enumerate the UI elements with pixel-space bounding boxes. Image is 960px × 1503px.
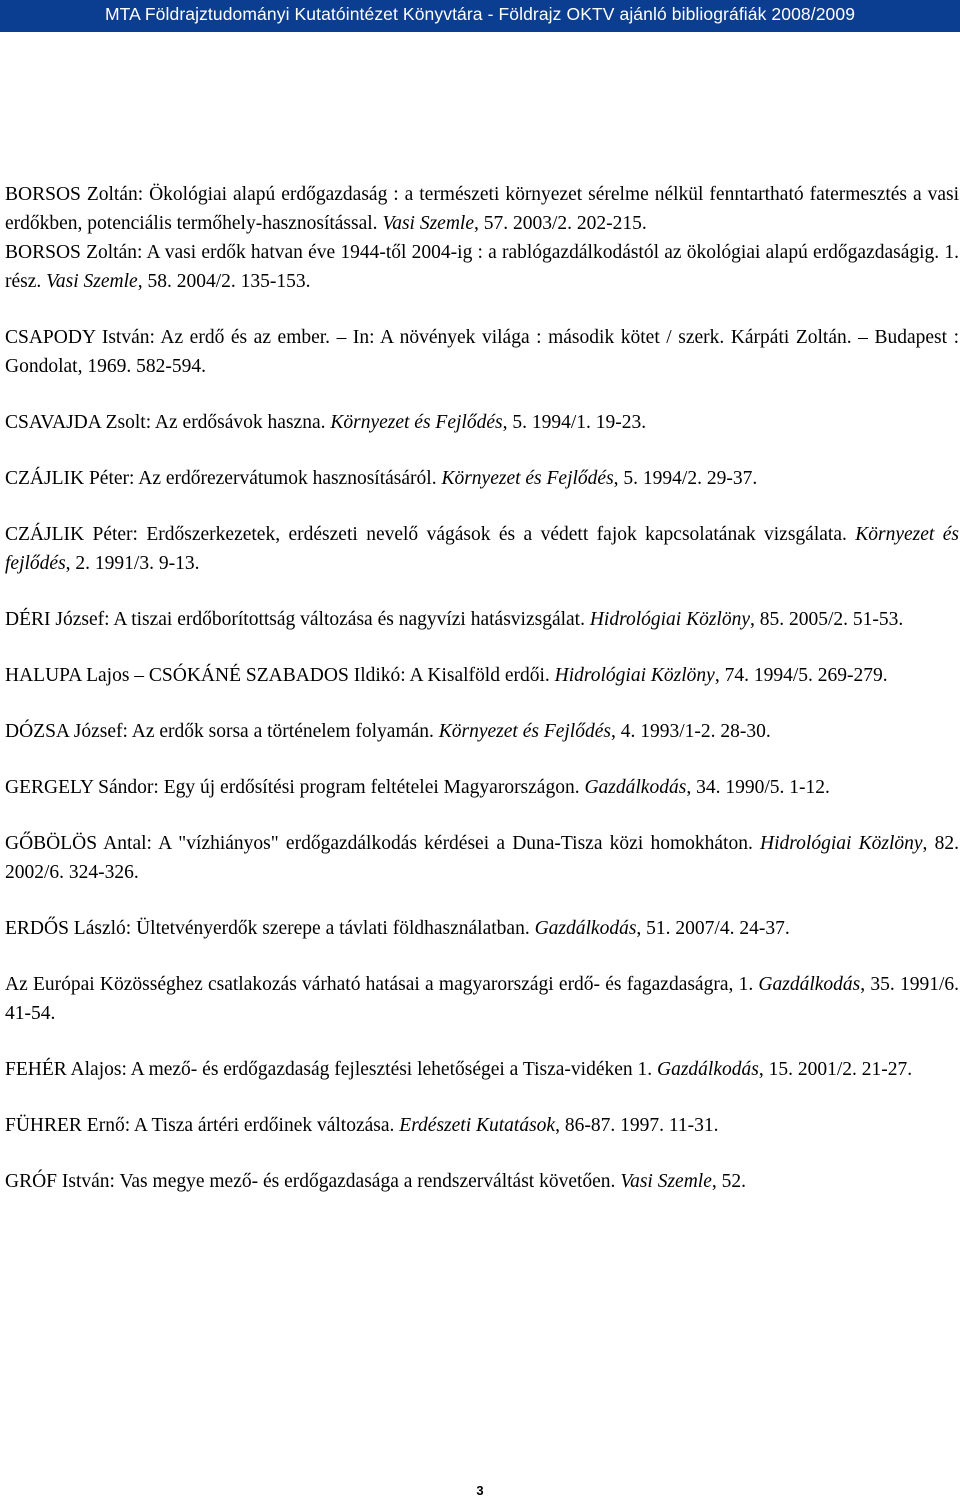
journal-title: Környezet és Fejlődés [438,721,611,742]
bibliography-entry: GERGELY Sándor: Egy új erdősítési program feltételei Magyarországon. Gazdálkodás, 34. 1990/5. 1-12. [5,777,830,798]
bibliography-entry: BORSOS Zoltán: Ökológiai alapú erdőgazdaság : a természeti környezet sérelme nélkül fenntartható fatermesztés a vasi erdőkben, potenciális termőhely-hasznosítással. Vasi Szemle, 57. 2003/2. 202-215. [5,184,959,234]
bibliography-entry: GŐBÖLÖS Antal: A "vízhiányos" erdőgazdálkodás kérdései a Duna-Tisza közi homokháton. Hidrológiai Közlöny, 82. 2002/6. 324-326. [5,833,959,883]
journal-title: Vasi Szemle [620,1171,712,1192]
journal-title: Gazdálkodás [657,1059,759,1080]
journal-title: Gazdálkodás [534,918,637,939]
journal-title: Hidrológiai Közlöny [554,665,715,686]
bibliography-entry: Az Európai Közösséghez csatlakozás várható hatásai a magyarországi erdő- és fagazdaságra, 1. Gazdálkodás, 35. 1991/6. 41-54. [5,974,959,1024]
bibliography-entry: ERDŐS László: Ültetvényerdők szerepe a távlati földhasználatban. Gazdálkodás, 51. 2007/4. 24-37. [5,918,790,939]
bibliography-entry: CSAPODY István: Az erdő és az ember. – In: A növények világa : második kötet / szerk. Kárpáti Zoltán. – Budapest : Gondolat, 1969. 582-594. [5,327,959,377]
bibliography-list [5,180,959,1196]
bibliography-entry: FEHÉR Alajos: A mező- és erdőgazdaság fejlesztési lehetőségei a Tisza-vidéken 1. Gazdálkodás, 15. 2001/2. 21-27. [5,1059,913,1080]
journal-title: Gazdálkodás [584,777,687,798]
journal-title: Gazdálkodás [758,974,861,995]
header-bar [0,0,960,32]
bibliography-entry: HALUPA Lajos – CSÓKÁNÉ SZABADOS Ildikó: A Kisalföld erdői. Hidrológiai Közlöny, 74. 1994/5. 269-279. [5,665,888,686]
journal-title: Környezet és Fejlődés [441,468,614,489]
bibliography-entry: CZÁJLIK Péter: Erdőszerkezetek, erdészeti nevelő vágások és a védett fajok kapcsolatának vizsgálata. Környezet és fejlődés, 2. 1991/3. 9-13. [5,524,959,574]
journal-title: Vasi Szemle [382,213,474,234]
journal-title: Vasi Szemle [46,271,138,292]
journal-title: Hidrológiai Közlöny [589,609,751,630]
header-title: MTA Földrajztudományi Kutatóintézet Könyvtára - Földrajz OKTV ajánló bibliográfiák 2008/2009 [104,4,856,24]
bibliography-entry: DÓZSA József: Az erdők sorsa a történelem folyamán. Környezet és Fejlődés, 4. 1993/1-2. 28-30. [5,721,771,742]
journal-title: Erdészeti Kutatások [399,1115,556,1136]
journal-title: Környezet és fejlődés [5,524,959,574]
journal-title: Hidrológiai Közlöny [760,833,923,854]
bibliography-entry: CZÁJLIK Péter: Az erdőrezervátumok hasznosításáról. Környezet és Fejlődés, 5. 1994/2. 29-37. [5,468,758,489]
bibliography-entry: FÜHRER Ernő: A Tisza ártéri erdőinek változása. Erdészeti Kutatások, 86-87. 1997. 11-31. [5,1115,719,1136]
bibliography-entry: CSAVAJDA Zsolt: Az erdősávok haszna. Környezet és Fejlődés, 5. 1994/1. 19-23. [5,412,647,433]
journal-title: Környezet és Fejlődés [330,412,503,433]
bibliography-entry: BORSOS Zoltán: A vasi erdők hatvan éve 1944-től 2004-ig : a rablógazdálkodástól az ökológiai alapú erdőgazdaságig. 1. rész. Vasi Szemle, 58. 2004/2. 135-153. [5,242,959,292]
bibliography-entry: DÉRI József: A tiszai erdőborítottság változása és nagyvízi hatásvizsgálat. Hidrológiai Közlöny, 85. 2005/2. 51-53. [5,609,904,630]
page-number: 3 [476,1483,484,1498]
bibliography-entry: GRÓF István: Vas megye mező- és erdőgazdasága a rendszerváltást követően. Vasi Szemle, 52. [5,1171,746,1192]
